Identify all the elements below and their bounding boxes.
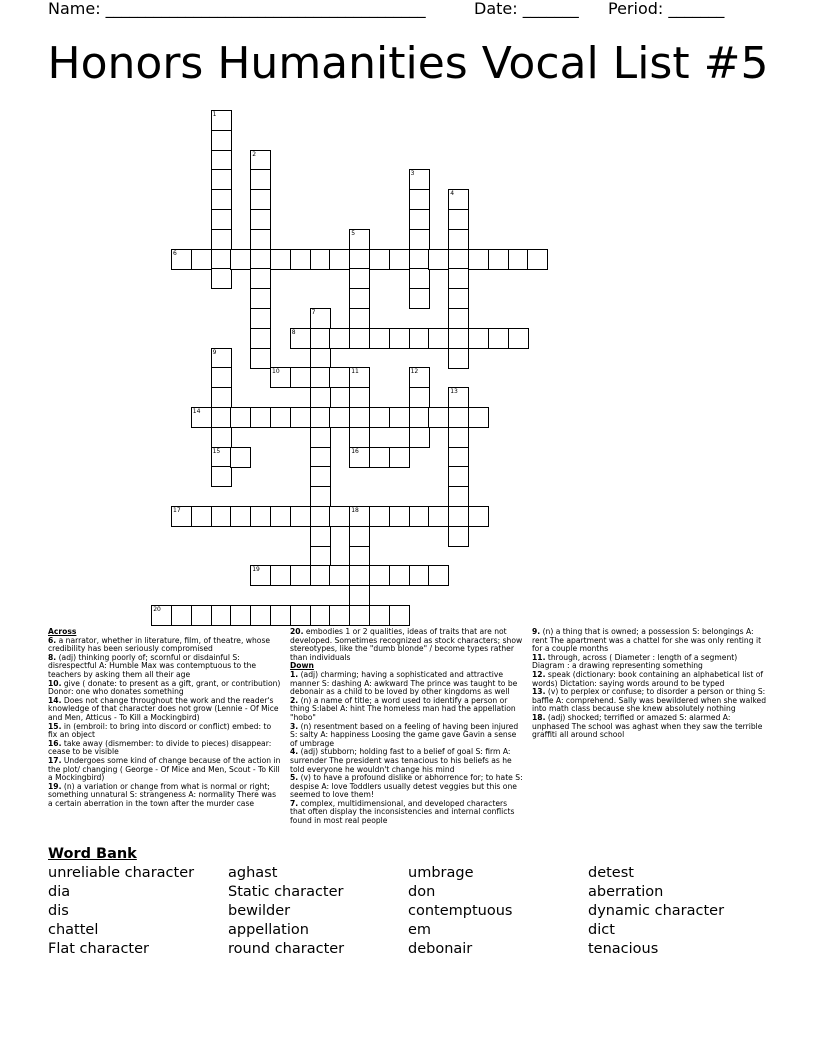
crossword-cell[interactable] xyxy=(211,169,232,190)
down-heading: Down xyxy=(290,661,314,671)
crossword-cell[interactable] xyxy=(230,447,251,468)
crossword-cell[interactable] xyxy=(310,249,331,270)
clue-number-label: 17 xyxy=(173,507,181,514)
page-title: Honors Humanities Vocal List #5 xyxy=(47,38,769,89)
crossword-cell[interactable] xyxy=(369,605,390,626)
name-field[interactable]: Name: ________________________________________ xyxy=(48,0,426,18)
clue-number: 4. xyxy=(290,747,299,757)
crossword-cell[interactable] xyxy=(448,447,469,468)
crossword-cell[interactable] xyxy=(369,447,390,468)
crossword-cell[interactable] xyxy=(508,328,529,349)
crossword-cell[interactable] xyxy=(349,585,370,606)
crossword-cell[interactable] xyxy=(250,605,271,626)
crossword-cell[interactable] xyxy=(290,506,311,527)
clue-number: 19. xyxy=(48,781,62,791)
crossword-cell[interactable] xyxy=(329,565,350,586)
crossword-cell[interactable] xyxy=(250,506,271,527)
clue-item xyxy=(48,697,282,723)
clue-item xyxy=(290,723,524,749)
crossword-cell[interactable] xyxy=(250,209,271,230)
crossword-cell[interactable] xyxy=(329,367,350,388)
word-bank-title: Word Bank xyxy=(48,846,137,862)
crossword-cell[interactable] xyxy=(211,506,232,527)
crossword-cell[interactable] xyxy=(389,605,410,626)
crossword-cell[interactable] xyxy=(349,328,370,349)
clues-column-1 xyxy=(48,628,282,808)
word-bank-item: contemptuous xyxy=(408,903,513,919)
crossword-cell[interactable] xyxy=(310,466,331,487)
clue-item xyxy=(532,714,770,740)
clue-number-label: 19 xyxy=(252,566,260,574)
crossword-cell[interactable] xyxy=(211,427,232,448)
crossword-cell[interactable] xyxy=(488,328,509,349)
crossword-cell[interactable] xyxy=(349,288,370,309)
word-bank-item: appellation xyxy=(228,922,309,938)
crossword-cell[interactable] xyxy=(250,288,271,309)
crossword-cell[interactable] xyxy=(349,546,370,567)
clue-text: speak (dictionary: book containing an alphabetical list of words) Dictation: saying words around to be typed xyxy=(532,669,764,688)
crossword-cell[interactable] xyxy=(349,526,370,547)
clue-item xyxy=(532,688,770,714)
crossword-cell[interactable] xyxy=(468,506,489,527)
clue-number-label: 3 xyxy=(410,170,415,178)
clue-text: (adj) shocked; terrified or amazed S: alarmed A: unphased The school was aghast when they saw the terrible graffiti all around school xyxy=(532,712,763,740)
crossword-cell[interactable] xyxy=(389,328,410,349)
crossword-cell[interactable] xyxy=(211,249,232,270)
word-bank-item: don xyxy=(408,884,436,900)
clue-text: (adj) stubborn; holding fast to a belief of goal S: firm A: surrender The president was tenacious to his beliefs as he told everyone he wouldn't change his mind xyxy=(290,747,512,774)
crossword-cell[interactable] xyxy=(310,427,331,448)
clue-number: 18. xyxy=(532,712,546,722)
clue-number-label: 7 xyxy=(311,309,316,316)
crossword-cell[interactable] xyxy=(211,189,232,210)
clue-item xyxy=(532,628,770,654)
crossword-cell[interactable] xyxy=(409,249,430,270)
crossword-cell[interactable] xyxy=(310,565,331,586)
clue-text: through, across ( Diameter : length of a segment) Diagram : a drawing representing something xyxy=(532,652,738,671)
word-bank-item: detest xyxy=(588,865,634,881)
crossword-cell[interactable] xyxy=(369,328,390,349)
crossword-cell[interactable] xyxy=(349,605,370,626)
clue-text: give ( donate: to present as a gift, grant, or contribution) Donor: one who donates something xyxy=(48,678,281,697)
crossword-cell[interactable] xyxy=(310,546,331,567)
crossword-cell[interactable] xyxy=(270,249,291,270)
clues-column-3 xyxy=(532,628,770,740)
word-bank-item: em xyxy=(408,922,432,938)
crossword-cell[interactable] xyxy=(448,308,469,329)
crossword-cell[interactable] xyxy=(349,427,370,448)
crossword-cell[interactable] xyxy=(409,565,430,586)
clue-item xyxy=(48,637,282,654)
crossword-cell[interactable] xyxy=(369,565,390,586)
crossword-cell[interactable] xyxy=(409,268,430,289)
crossword-cell[interactable] xyxy=(230,605,251,626)
crossword-cell[interactable] xyxy=(448,249,469,270)
clues-section xyxy=(48,628,770,843)
crossword-cell[interactable] xyxy=(250,348,271,369)
clue-number-label: 8 xyxy=(291,328,296,336)
crossword-cell[interactable] xyxy=(527,249,548,270)
clue-number: 9. xyxy=(532,627,541,636)
clue-text: Undergoes some kind of change because of the action in the plot/ changing ( George - Of Mice and Men, Scout - To Kill a Mockingbird) xyxy=(48,755,281,783)
crossword-cell[interactable] xyxy=(290,565,311,586)
crossword-cell[interactable] xyxy=(448,268,469,289)
clue-text: (adj) thinking poorly of; scornful or disdainful S: disrespectful A: Humble Max was contemptuous to the teachers by asking them all their age xyxy=(48,652,257,679)
crossword-cell[interactable] xyxy=(250,407,271,428)
clue-number: 11. xyxy=(532,652,546,662)
word-bank-column xyxy=(48,864,194,959)
crossword-cell[interactable] xyxy=(250,328,271,349)
clue-item xyxy=(48,723,282,740)
word-bank-column xyxy=(228,864,344,959)
crossword-cell[interactable] xyxy=(290,605,311,626)
word-bank-item: tenacious xyxy=(588,941,659,957)
clue-text: (n) a variation or change from what is normal or right; something unnatural S: strangeness A: normality There was a certain aberration in the town after the murder case xyxy=(48,781,277,808)
crossword-cell[interactable] xyxy=(310,407,331,428)
word-bank-item: dis xyxy=(48,903,69,919)
crossword-cell[interactable] xyxy=(349,268,370,289)
crossword-cell[interactable] xyxy=(369,249,390,270)
clue-text: in (embroil: to bring into discord or conflict) embed: to fix an object xyxy=(48,721,272,740)
word-bank-item: aghast xyxy=(228,865,278,881)
crossword-cell[interactable] xyxy=(230,407,251,428)
crossword-cell[interactable] xyxy=(508,249,529,270)
crossword-cell[interactable] xyxy=(290,367,311,388)
crossword-cell[interactable] xyxy=(409,229,430,250)
word-bank-item: aberration xyxy=(588,884,664,900)
crossword-cell[interactable] xyxy=(329,506,350,527)
crossword-cell[interactable] xyxy=(230,249,251,270)
crossword-cell[interactable] xyxy=(448,486,469,507)
crossword-cell[interactable] xyxy=(310,387,331,408)
crossword-cell[interactable] xyxy=(329,407,350,428)
clue-text: Does not change throughout the work and the reader's knowledge of that character does not grow (Lennie - Of Mice and Men, Atticus - To Kill a Mockingbird) xyxy=(48,695,279,722)
clue-number-label: 9 xyxy=(212,348,217,356)
crossword-cell[interactable] xyxy=(409,189,430,210)
word-bank-column xyxy=(588,864,724,959)
clue-item xyxy=(290,748,524,774)
crossword-cell[interactable] xyxy=(389,447,410,468)
crossword-cell[interactable] xyxy=(329,249,350,270)
crossword-cell[interactable] xyxy=(270,605,291,626)
clue-number-label: 13 xyxy=(450,388,458,396)
clue-number: 16. xyxy=(48,738,62,748)
crossword-cell[interactable] xyxy=(171,605,192,626)
clue-text: (adj) charming; having a sophisticated and attractive manner S: dashing A: awkward The prince was taught to be debonair as a child to be loved by other kingdoms as well xyxy=(290,669,518,697)
crossword-cell[interactable] xyxy=(270,407,291,428)
clue-number: 3. xyxy=(290,721,299,731)
crossword-cell[interactable] xyxy=(250,229,271,250)
crossword-cell[interactable] xyxy=(211,407,232,428)
clue-item xyxy=(48,783,282,809)
crossword-cell[interactable] xyxy=(428,328,449,349)
crossword-cell[interactable] xyxy=(409,209,430,230)
crossword-cell[interactable] xyxy=(409,506,430,527)
crossword-cell[interactable] xyxy=(310,486,331,507)
crossword-cell[interactable] xyxy=(448,348,469,369)
crossword-cell[interactable] xyxy=(329,328,350,349)
crossword-cell[interactable] xyxy=(389,249,410,270)
clue-number-label: 1 xyxy=(212,111,217,118)
clue-item xyxy=(290,671,524,697)
clue-item xyxy=(290,628,524,662)
clue-item xyxy=(48,680,282,697)
crossword-cell[interactable] xyxy=(310,506,331,527)
crossword-cell[interactable] xyxy=(448,506,469,527)
crossword-cell[interactable] xyxy=(310,447,331,468)
crossword-cell[interactable] xyxy=(349,308,370,329)
crossword-cell[interactable] xyxy=(428,249,449,270)
crossword-cell[interactable] xyxy=(448,427,469,448)
crossword-cell[interactable] xyxy=(448,466,469,487)
clue-number: 6. xyxy=(48,635,57,645)
clue-number: 1. xyxy=(290,669,299,679)
clue-text: embodies 1 or 2 qualities, ideas of traits that are not developed. Sometimes recognized as stock characters; show stereotypes, like the "dumb blonde" / become types rather than individuals xyxy=(290,627,523,662)
crossword-cell[interactable] xyxy=(448,526,469,547)
word-bank xyxy=(48,845,788,964)
clue-number-label: 18 xyxy=(351,507,359,514)
clue-number: 13. xyxy=(532,687,546,697)
crossword-cell[interactable] xyxy=(250,249,271,270)
word-bank-item: Flat character xyxy=(48,941,149,957)
crossword-cell[interactable] xyxy=(211,209,232,230)
clue-item xyxy=(48,757,282,783)
clue-number-label: 4 xyxy=(450,190,455,198)
crossword-cell[interactable] xyxy=(290,249,311,270)
crossword-cell[interactable] xyxy=(448,288,469,309)
crossword-cell[interactable] xyxy=(468,328,489,349)
across-heading: Across xyxy=(48,627,77,636)
clue-text: (n) resentment based on a feeling of having been injured S: salty A: happiness Loosing the game gave Gavin a sense of umbrage xyxy=(290,721,519,748)
crossword-cell[interactable] xyxy=(310,328,331,349)
crossword-cell[interactable] xyxy=(211,268,232,289)
crossword-cell[interactable] xyxy=(428,506,449,527)
crossword-cell[interactable] xyxy=(290,407,311,428)
crossword-cell[interactable] xyxy=(211,229,232,250)
crossword-cell[interactable] xyxy=(349,249,370,270)
clue-item xyxy=(290,800,524,826)
crossword-cell[interactable] xyxy=(349,407,370,428)
crossword-cell[interactable] xyxy=(369,407,390,428)
crossword-cell[interactable] xyxy=(409,387,430,408)
crossword-cell[interactable] xyxy=(409,427,430,448)
crossword-cell[interactable] xyxy=(389,407,410,428)
word-bank-item: dict xyxy=(588,922,615,938)
clue-number: 14. xyxy=(48,695,62,705)
crossword-cell[interactable] xyxy=(250,189,271,210)
clue-number-label: 5 xyxy=(351,229,356,237)
crossword-cell[interactable] xyxy=(211,466,232,487)
crossword-cell[interactable] xyxy=(191,249,212,270)
word-bank-item: unreliable character xyxy=(48,865,195,881)
clues-column-2 xyxy=(290,628,524,826)
crossword-cell[interactable] xyxy=(191,605,212,626)
clue-item xyxy=(48,740,282,757)
clue-number: 5. xyxy=(290,773,299,783)
word-bank-item: chattel xyxy=(48,922,99,938)
word-bank-item: umbrage xyxy=(408,865,474,881)
clue-text: complex, multidimensional, and developed characters that often display the inconsistencies and internal conflicts found in most real people xyxy=(290,798,515,826)
word-bank-item: Static character xyxy=(228,884,344,900)
crossword-cell[interactable] xyxy=(369,506,390,527)
crossword-cell[interactable] xyxy=(468,249,489,270)
crossword-cell[interactable] xyxy=(191,506,212,527)
crossword-cell[interactable] xyxy=(310,348,331,369)
clue-number: 7. xyxy=(290,798,299,808)
crossword-cell[interactable] xyxy=(409,288,430,309)
crossword-cell[interactable] xyxy=(250,268,271,289)
crossword-cell[interactable] xyxy=(310,526,331,547)
clue-item xyxy=(290,697,524,723)
clue-number-label: 16 xyxy=(351,447,359,455)
crossword-cell[interactable] xyxy=(448,229,469,250)
crossword-cell[interactable] xyxy=(250,169,271,190)
crossword-cell[interactable] xyxy=(389,506,410,527)
clue-item xyxy=(48,654,282,680)
crossword-cell[interactable] xyxy=(211,130,232,151)
crossword-cell[interactable] xyxy=(329,605,350,626)
crossword-cell[interactable] xyxy=(409,407,430,428)
word-bank-item: bewilder xyxy=(228,903,291,919)
clue-number: 10. xyxy=(48,678,62,688)
word-bank-item: debonair xyxy=(408,941,473,957)
crossword-cell[interactable] xyxy=(310,605,331,626)
crossword-cell[interactable] xyxy=(349,565,370,586)
clue-item xyxy=(532,671,770,688)
clue-number: 15. xyxy=(48,721,62,731)
clue-number-label: 12 xyxy=(410,368,419,376)
clue-text: (n) a thing that is owned; a possession S: belongings A: rent The apartment was a chattel for she was only renting it for a couple months xyxy=(532,627,762,654)
crossword-cell[interactable] xyxy=(270,506,291,527)
crossword-cell[interactable] xyxy=(468,407,489,428)
word-bank-item: dia xyxy=(48,884,71,900)
clue-number-label: 20 xyxy=(153,606,161,613)
word-bank-item: dynamic character xyxy=(588,903,725,919)
clue-number-label: 6 xyxy=(173,249,177,257)
clue-number: 17. xyxy=(48,755,62,765)
clue-number: 2. xyxy=(290,695,299,705)
clue-number-label: 11 xyxy=(351,368,359,376)
crossword-cell[interactable] xyxy=(488,249,509,270)
crossword-cell[interactable] xyxy=(211,387,232,408)
clue-text: take away (dismember: to divide to pieces) disappear: cease to be visible xyxy=(48,738,272,757)
clue-number-label: 10 xyxy=(272,368,280,376)
crossword-cell[interactable] xyxy=(448,407,469,428)
crossword-cell[interactable] xyxy=(230,506,251,527)
clue-text: a narrator, whether in literature, film, of theatre, whose credibility has been seriously compromised xyxy=(48,635,271,654)
date-field[interactable]: Date: _______ xyxy=(474,0,579,18)
crossword-cell[interactable] xyxy=(409,328,430,349)
clue-item xyxy=(532,654,770,671)
crossword-cell[interactable] xyxy=(270,565,291,586)
crossword-cell[interactable] xyxy=(448,328,469,349)
word-bank-column xyxy=(408,864,512,959)
crossword-cell[interactable] xyxy=(211,367,232,388)
crossword-cell[interactable] xyxy=(211,150,232,171)
clue-text: (v) to perplex or confuse; to disorder a person or thing S: baffle A: comprehend. Sally was bewildered when she walked into math class because she knew absolutely nothing xyxy=(532,687,767,714)
crossword-cell[interactable] xyxy=(448,209,469,230)
clue-text: (n) a name of title; a word used to identify a person or thing S:label A: hint The homeless man had the appellation "hobo" xyxy=(290,695,516,722)
crossword-cell[interactable] xyxy=(428,407,449,428)
period-field[interactable]: Period: _______ xyxy=(608,0,725,18)
clue-number: 12. xyxy=(532,669,546,679)
crossword-cell[interactable] xyxy=(310,367,331,388)
clue-number: 8. xyxy=(48,652,57,662)
crossword-cell[interactable] xyxy=(389,565,410,586)
crossword-cell[interactable] xyxy=(428,565,449,586)
crossword-cell[interactable] xyxy=(211,605,232,626)
clue-number-label: 15 xyxy=(212,447,221,455)
clue-number-label: 2 xyxy=(252,150,257,158)
crossword-cell[interactable] xyxy=(349,387,370,408)
clue-item xyxy=(290,774,524,800)
clue-text: (v) to have a profound dislike or abhorrence for; to hate S: despise A: love Toddlers usually detest veggies but this one seemed to love them! xyxy=(290,773,523,800)
crossword-cell[interactable] xyxy=(250,308,271,329)
clue-number-label: 14 xyxy=(192,408,201,415)
word-bank-item: round character xyxy=(228,941,345,957)
clue-number: 20. xyxy=(290,627,304,636)
